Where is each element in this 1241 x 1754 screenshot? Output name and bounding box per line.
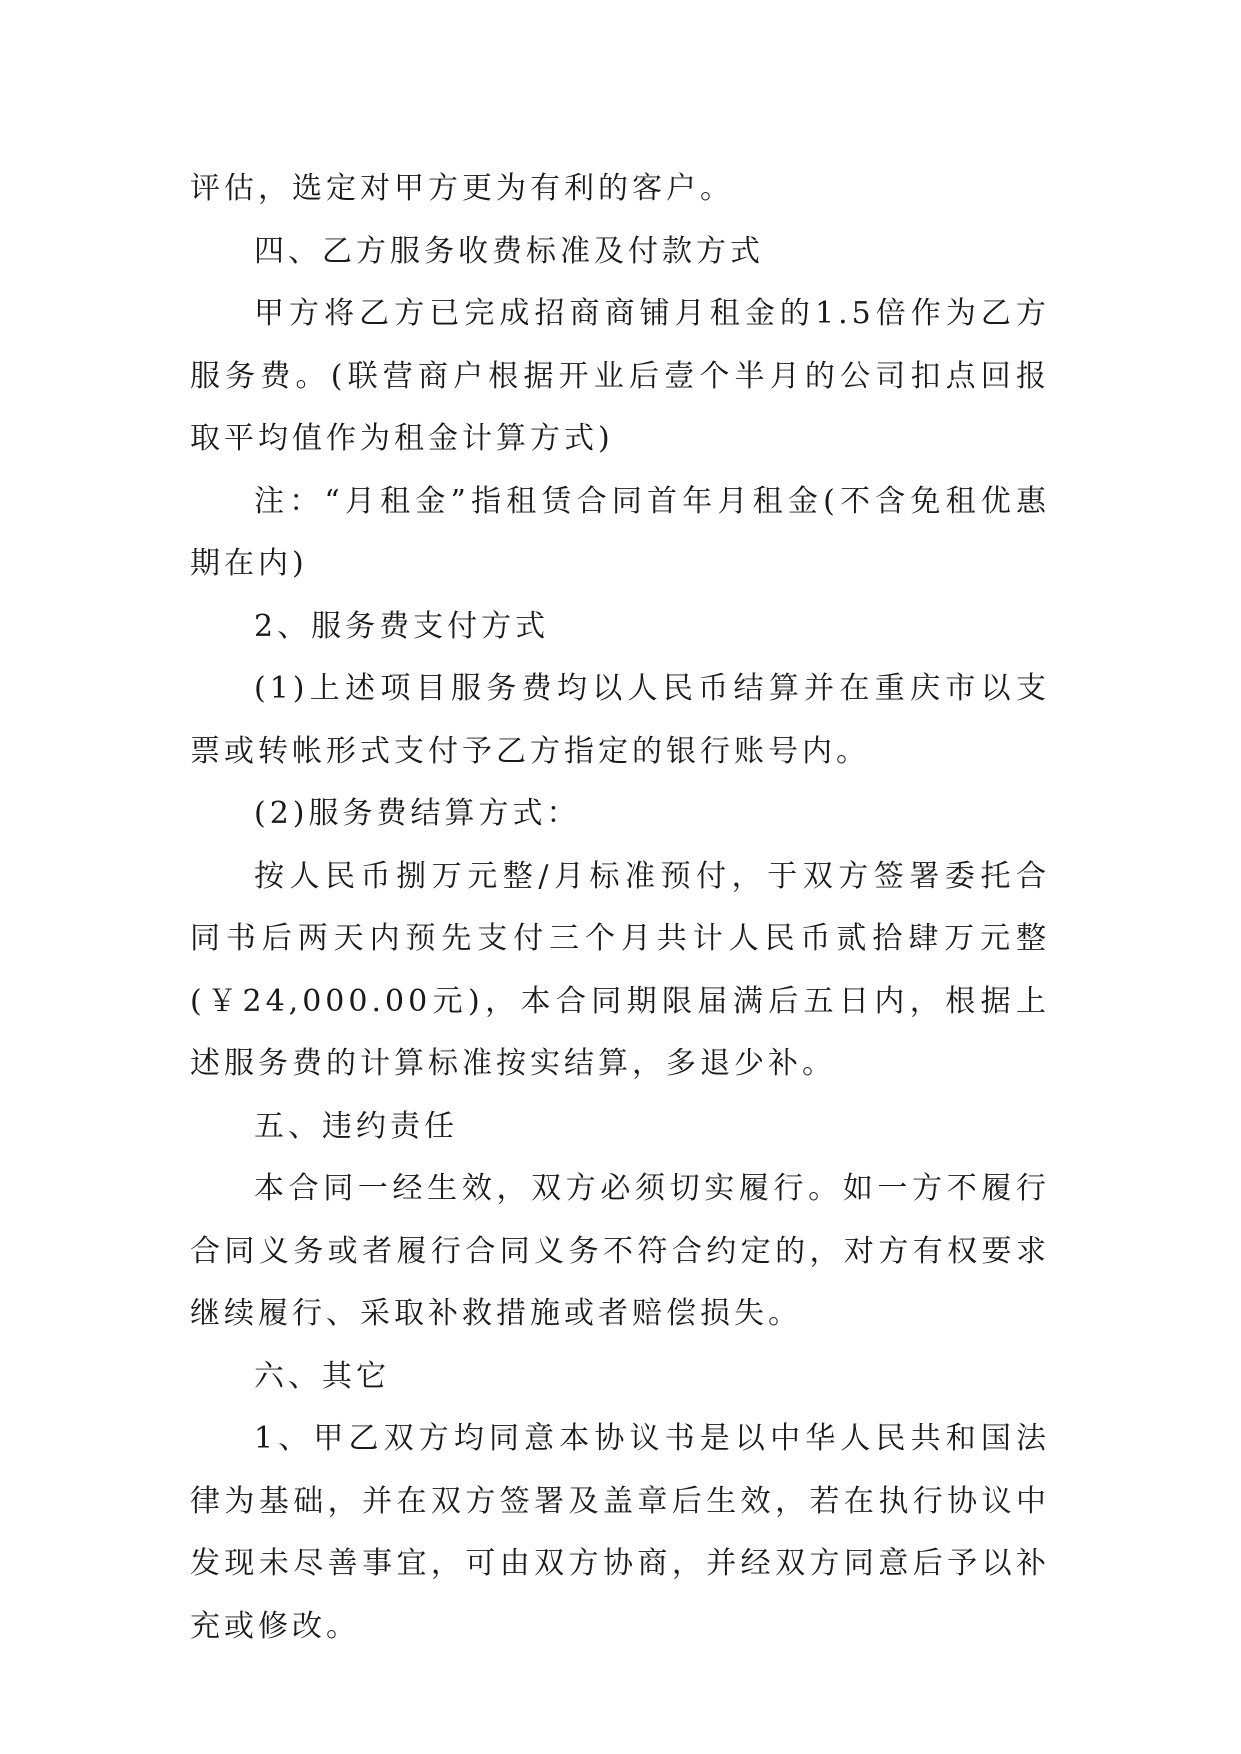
paragraph-payment-currency: (1)上述项目服务费均以人民币结算并在重庆市以支票或转帐形式支付予乙方指定的银行账号内。 — [190, 671, 1050, 769]
subheading-settlement: (2)服务费结算方式： — [254, 796, 581, 831]
section-heading-fees: 四、乙方服务收费标准及付款方式 — [254, 233, 764, 269]
paragraph-liability: 本合同一经生效，双方必须切实履行。如一方不履行合同义务或者履行合同义务不符合约定的，对方有权要求继续履行、采取补救措施或者赔偿损失。 — [190, 1171, 1050, 1331]
section-heading-liability: 五、违约责任 — [254, 1108, 458, 1144]
paragraph-prepayment: 按人民币捌万元整/月标准预付，于双方签署委托合同书后两天内预先支付三个月共计人民币贰拾肆万元整(￥24,000.00元)，本合同期限届满后五日内，根据上述服务费的计算标准按实结算，多退少补。 — [190, 858, 1050, 1081]
section-heading-other: 六、其它 — [254, 1358, 390, 1394]
paragraph-rent-note: 注：“月租金”指租赁合同首年月租金(不含免租优惠期在内) — [190, 483, 1050, 581]
paragraph-governing-law: 1、甲乙双方均同意本协议书是以中华人民共和国法律为基础，并在双方签署及盖章后生效，若在执行协议中发现未尽善事宜，可由双方协商，并经双方同意后予以补充或修改。 — [190, 1421, 1050, 1644]
paragraph-evaluation: 评估，选定对甲方更为有利的客户。 — [190, 171, 734, 206]
paragraph-service-fee: 甲方将乙方已完成招商商铺月租金的1.5倍作为乙方服务费。(联营商户根据开业后壹个半月的公司扣点回报取平均值作为租金计算方式) — [190, 296, 1050, 456]
subheading-payment-method: 2、服务费支付方式 — [254, 608, 550, 644]
document-body — [190, 158, 1050, 1658]
